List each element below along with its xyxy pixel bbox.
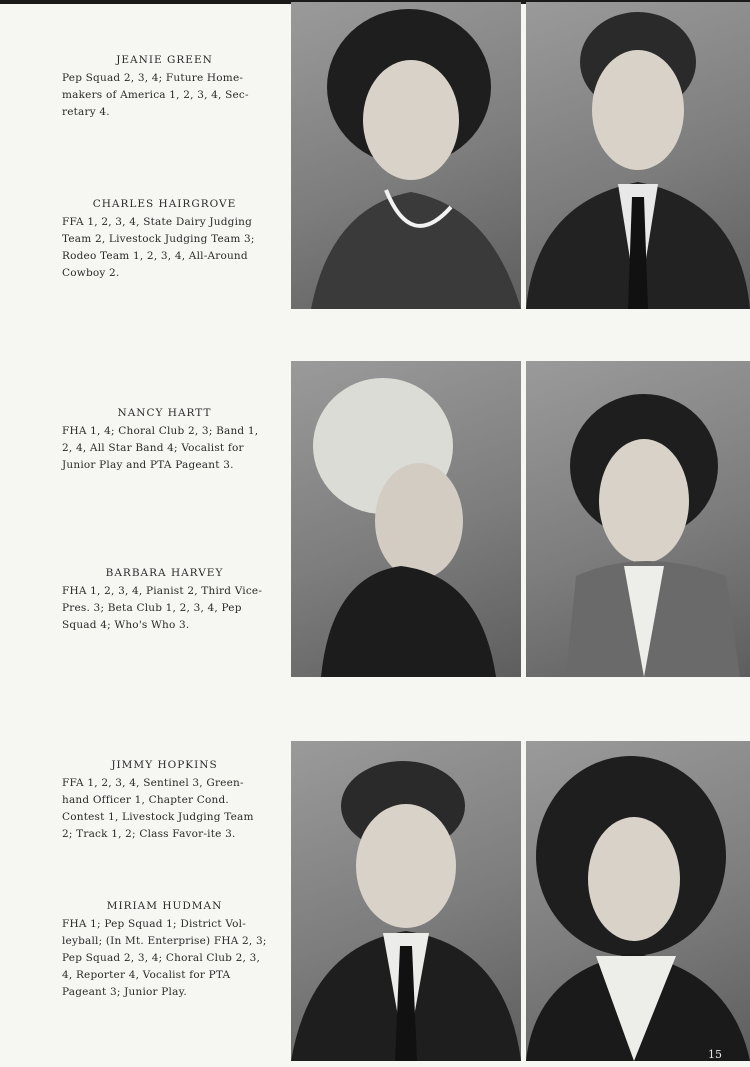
portrait-miriam-hudman	[526, 741, 750, 1061]
bio-jeanie-green	[62, 52, 267, 121]
student-name: BARBARA HARVEY	[105, 567, 224, 579]
bio-charles-hairgrove	[62, 196, 267, 282]
student-activities: FFA 1, 2, 3, 4, Sentinel 3, Green-hand Officer 1, Chapter Cond. Contest 1, Livestock Judging Team 2; Track 1, 2; Class Favor-ite 3.	[62, 777, 254, 840]
portrait-charles-hairgrove	[526, 2, 750, 309]
page-number: 15	[708, 1048, 722, 1061]
portrait-jeanie-green	[291, 2, 521, 309]
student-activities: FHA 1, 4; Choral Club 2, 3; Band 1, 2, 4, All Star Band 4; Vocalist for Junior Play and PTA Pageant 3.	[62, 425, 259, 471]
bio-barbara-harvey	[62, 565, 267, 634]
student-name: JIMMY HOPKINS	[111, 759, 218, 771]
bio-jimmy-hopkins	[62, 757, 267, 843]
portrait-barbara-harvey	[526, 361, 750, 677]
bio-nancy-hartt	[62, 405, 267, 474]
student-activities: FHA 1; Pep Squad 1; District Vol-leyball; (In Mt. Enterprise) FHA 2, 3; Pep Squad 2, 3, 4; Choral Club 2, 3, 4, Reporter 4, Vocalist for PTA Pageant 3; Junior Play.	[62, 918, 267, 998]
student-activities: Pep Squad 2, 3, 4; Future Home-makers of America 1, 2, 3, 4, Sec-retary 4.	[62, 72, 249, 118]
student-activities: FFA 1, 2, 3, 4, State Dairy Judging Team 2, Livestock Judging Team 3; Rodeo Team 1, 2, 3, 4, All-Around Cowboy 2.	[62, 216, 255, 279]
student-name: MIRIAM HUDMAN	[106, 900, 223, 912]
student-activities: FHA 1, 2, 3, 4, Pianist 2, Third Vice-Pres. 3; Beta Club 1, 2, 3, 4, Pep Squad 4; Who's Who 3.	[62, 585, 263, 631]
portrait-jimmy-hopkins	[291, 741, 521, 1061]
student-name: JEANIE GREEN	[116, 54, 213, 66]
student-name: CHARLES HAIRGROVE	[92, 198, 237, 210]
student-name: NANCY HARTT	[117, 407, 212, 419]
portrait-nancy-hartt	[291, 361, 521, 677]
bio-miriam-hudman	[62, 898, 267, 1001]
